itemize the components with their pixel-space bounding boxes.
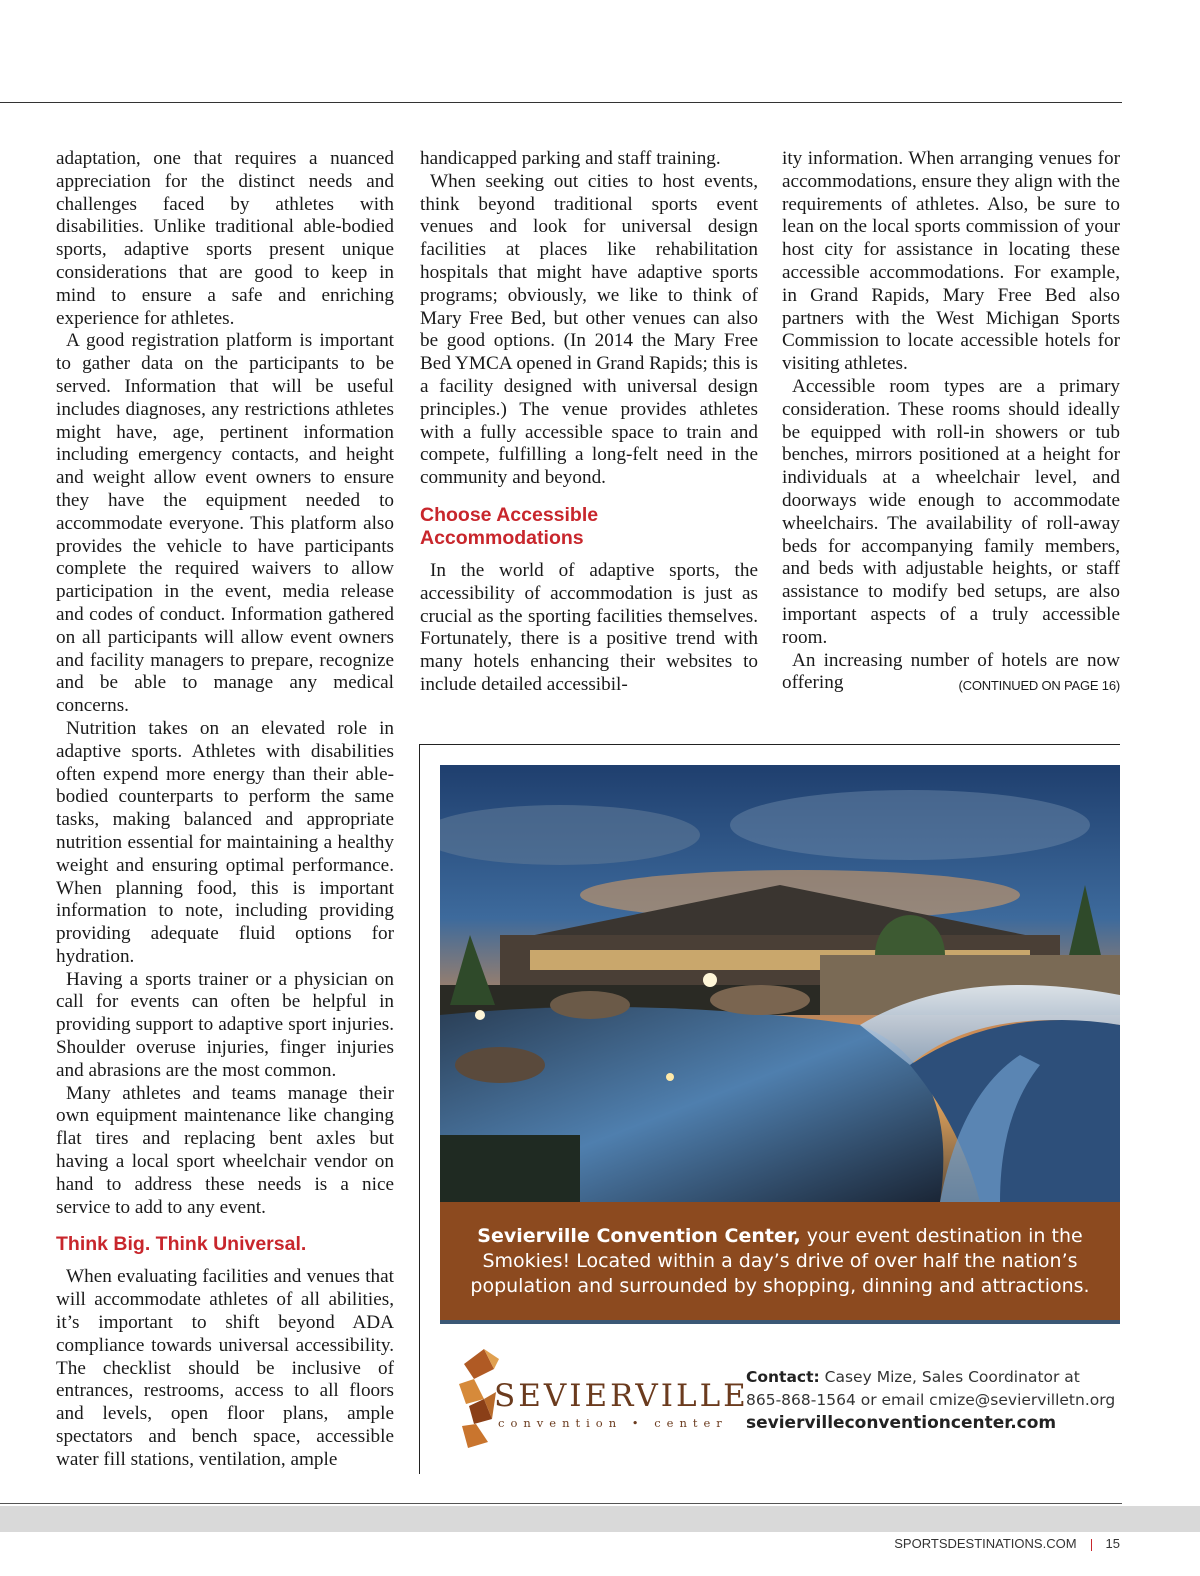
contact-name: Casey Mize, Sales Coordinator at: [819, 1368, 1080, 1386]
paragraph: When evaluating facilities and venues that will accommodate athletes of all abilities, it’s important to shift beyond ADA compliance towards universal accessibility. The checklist should be inclusive of entrances, restrooms, access to all floors and levels, open floor plans, ample spectators and bench space, accessible water fill stations, ventilation, ample: [56, 1266, 394, 1470]
page-number: 15: [1105, 1536, 1120, 1551]
continued-note: (CONTINUED ON PAGE 16): [958, 678, 1120, 694]
section-heading: Think Big. Think Universal.: [56, 1233, 307, 1256]
ad-border-top: [419, 744, 1120, 745]
contact-label: Contact:: [746, 1368, 820, 1386]
ad-banner-text: [455, 1224, 1105, 1299]
paragraph: Nutrition takes on an elevated role in adaptive sports. Athletes with disabilities often expend more energy than their able-bodied counterparts to perform the same tasks, making balanced and appropriate nutrition essential for maintaining a healthy weight and ensuring optimal performance. When planning food, this is important information to note, including providing providing adequate fluid options for hydration.: [56, 717, 394, 967]
convention-center-photo: [440, 765, 1120, 1202]
paragraph: Accessible room types are a primary consideration. These rooms should ideally be equipped with roll-in showers or tub benches, mirrors positioned at a height for individuals at a wheelchair level, and doorways wide enough to accommodate wheelchairs. The availability of roll-away beds for accompanying family members, and beds with adjustable heights, or staff assistance to modify bed setups, are also important aspects of a truly accessible room.: [782, 375, 1120, 648]
paragraph: handicapped parking and staff training.: [420, 148, 721, 169]
paragraph: A good registration platform is important to gather data on the participants to be served. Information that will be useful includes diagnoses, any restrictions athletes might have, age, pertinent information including emergency contacts, and height and weight allow event owners to ensure they have the equipment needed to accommodate everyone. This platform also provides the vehicle to have participants complete the required waivers to allow participation in the event, media release and codes of conduct. Information gathered on all participants will allow event owners and facility managers to prepare, recognize and be able to manage any medical concerns.: [56, 330, 394, 717]
ad-website-link[interactable]: seviervilleconventioncenter.com: [746, 1413, 1057, 1433]
header-rule: [0, 102, 1122, 103]
paragraph: Having a sports trainer or a physician on call for events can often be helpful in providing support to adaptive sport injuries. Shoulder overuse injuries, finger injuries and abrasions are the most common.: [56, 968, 394, 1081]
footer-site: SPORTSDESTINATIONS.COM: [894, 1536, 1077, 1551]
paragraph: When seeking out cities to host events, think beyond traditional sports event venues and look for universal design facilities at places like rehabilitation hospitals that might have adaptive sports programs; obviously, we like to think of Mary Free Bed, but other venues can also be good options. (In 2014 the Mary Free Bed YMCA opened in Grand Rapids; this is a facility designed with universal design principles.) The venue provides athletes with a fully accessible space to train and compete, fulfilling a long-felt need in the community and beyond.: [420, 170, 758, 489]
footer-band: [0, 1506, 1200, 1532]
article-column-3: [782, 148, 1120, 698]
ad-banner-body: your event destination in the Smokies! Located within a day’s drive of over half the nation’s population and surrounded by shopping, dinning and attractions.: [470, 1224, 1090, 1297]
ad-banner: [440, 1202, 1120, 1324]
sevierville-logo: [454, 1344, 749, 1456]
contact-line-1: [746, 1366, 1115, 1389]
page-footer: [0, 1536, 1120, 1560]
logo-tagline: convention • center: [498, 1416, 728, 1430]
contact-line-2: 865-868-1564 or email cmize@seviervilletn.org: [746, 1391, 1116, 1409]
paragraph-text: An increasing number of hotels are now offering: [782, 649, 1120, 694]
section-heading: Choose Accessible Accommodations: [420, 503, 599, 549]
paragraph: [782, 650, 1120, 696]
footer-rule: [0, 1503, 1122, 1504]
footer-separator: [1091, 1539, 1092, 1551]
ad-banner-brand: Sevierville Convention Center,: [477, 1224, 801, 1247]
ad-border-left: [419, 744, 420, 1474]
paragraph: In the world of adaptive sports, the accessibility of accommodation is just as crucial as the sporting facilities themselves. Fortunately, there is a positive trend with many hotels enhancing their websites to include detailed accessibil-: [420, 559, 758, 695]
paragraph: Many athletes and teams manage their own equipment maintenance like changing flat tires and replacing bent axles but having a local sport wheelchair vendor on hand to address these needs is a nice service to add to any event.: [56, 1082, 394, 1218]
ad-contact: [746, 1366, 1115, 1435]
article-column-2: [420, 148, 758, 697]
article-column-1: [56, 148, 394, 1472]
logo-wordmark: SEVIERVILLE: [494, 1378, 749, 1414]
paragraph: ity information. When arranging venues for accommodations, ensure they align with the requirements of athletes. Also, be sure to lean on the local sports commission of your host city for assistance in locating these accessible accommodations. For example, in Grand Rapids, Mary Free Bed also partners with the West Michigan Sports Commission to locate accessible hotels for visiting athletes.: [782, 148, 1120, 375]
paragraph: adaptation, one that requires a nuanced appreciation for the distinct needs and challenges faced by athletes with disabilities. Unlike traditional able-bodied sports, adaptive sports present unique considerations that are good to keep in mind to ensure a safe and enriching experience for athletes.: [56, 148, 394, 329]
